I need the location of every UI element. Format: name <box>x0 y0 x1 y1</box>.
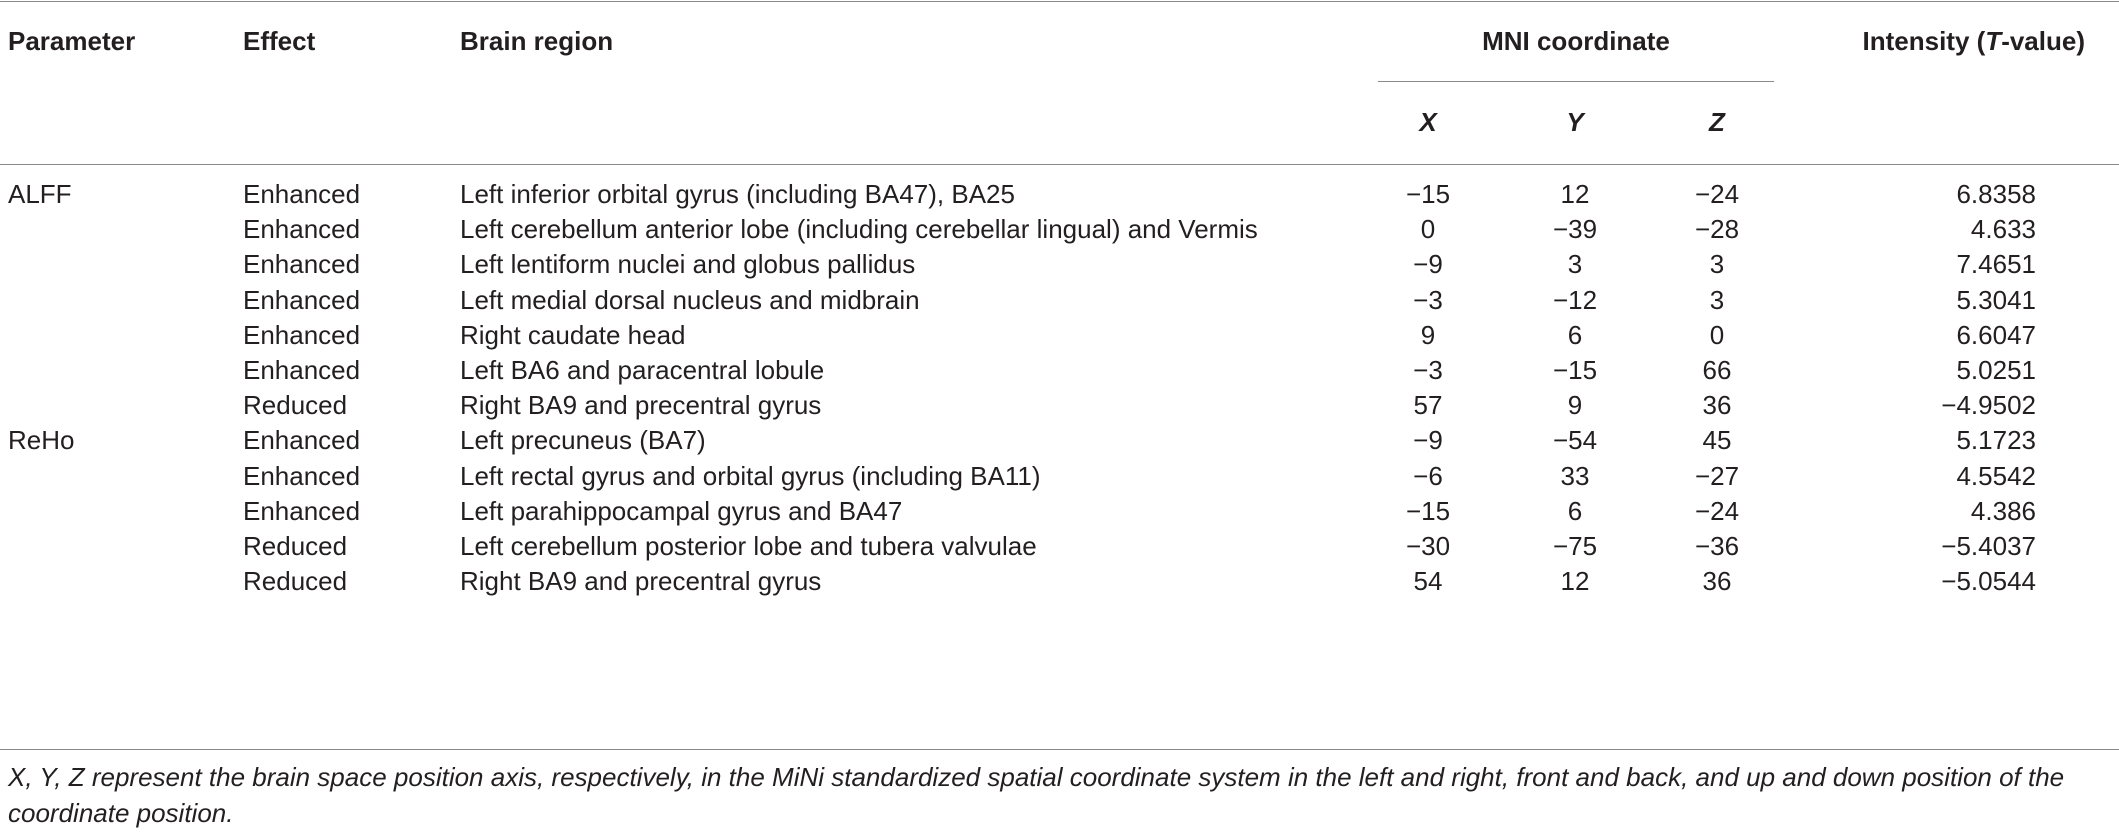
cell-effect: Reduced <box>243 566 348 597</box>
cell-z: −36 <box>1694 531 1740 561</box>
cell-z: 3 <box>1709 249 1725 280</box>
cell-x: −3 <box>1413 355 1443 385</box>
cell-region: Right caudate head <box>460 319 686 350</box>
header-rule <box>0 164 2119 165</box>
cell-region: Left parahippocampal gyrus and BA47 <box>460 495 903 526</box>
cell-t: 4.633 <box>1970 214 2036 245</box>
cell-t: −4.9502 <box>1941 390 2036 421</box>
cell-effect: Enhanced <box>243 214 361 245</box>
cell-t: 7.4651 <box>1956 249 2036 280</box>
cell-y: 3 <box>1567 249 1583 280</box>
top-rule <box>0 1 2119 2</box>
cell-z: 3 <box>1709 284 1725 315</box>
cell-t: 6.6047 <box>1956 319 2036 350</box>
header-brain-region: Brain region <box>460 26 614 56</box>
cell-y: 12 <box>1560 179 1590 209</box>
header-intensity-suffix: -value) <box>2001 26 2085 56</box>
cell-region: Right BA9 and precentral gyrus <box>460 390 822 421</box>
cell-t: 4.386 <box>1970 495 2036 526</box>
cell-effect: Enhanced <box>243 284 361 315</box>
cell-y: −75 <box>1552 531 1598 561</box>
header-x: X <box>1419 107 1437 137</box>
header-intensity <box>1780 26 2085 56</box>
cell-region: Left lentiform nuclei and globus pallidus <box>460 249 916 280</box>
cell-region: Right BA9 and precentral gyrus <box>460 566 822 597</box>
cell-region: Left BA6 and paracentral lobule <box>460 355 825 385</box>
cell-y: −12 <box>1552 284 1598 315</box>
cell-t: 5.1723 <box>1956 425 2036 456</box>
cell-x: −3 <box>1413 284 1443 315</box>
cell-x: 54 <box>1413 566 1443 597</box>
header-y: Y <box>1566 107 1584 137</box>
cell-effect: Enhanced <box>243 355 361 385</box>
cell-y: 33 <box>1560 460 1590 491</box>
header-z: Z <box>1709 107 1725 137</box>
cell-y: −54 <box>1552 425 1598 456</box>
cell-y: 6 <box>1567 319 1583 350</box>
cell-y: 12 <box>1560 566 1590 597</box>
cell-effect: Enhanced <box>243 495 361 526</box>
cell-effect: Enhanced <box>243 460 361 491</box>
cell-t: −5.4037 <box>1941 531 2036 561</box>
cell-z: 0 <box>1709 319 1725 350</box>
cell-x: −30 <box>1405 531 1451 561</box>
cell-z: −24 <box>1694 495 1740 526</box>
header-effect: Effect <box>243 26 316 56</box>
cell-x: 0 <box>1420 214 1436 245</box>
cell-region: Left rectal gyrus and orbital gyrus (including BA11) <box>460 460 1041 491</box>
cell-region: Left cerebellum anterior lobe (including cerebellar lingual) and Vermis <box>460 214 1258 245</box>
table-footnote: X, Y, Z represent the brain space position axis, respectively, in the MiNi standardized spatial coordinate system in the left and right, front and back, and up and down position of the coordinate position. <box>8 762 2065 828</box>
cell-region: Left cerebellum posterior lobe and tubera valvulae <box>460 531 1037 561</box>
cell-effect: Reduced <box>243 390 348 421</box>
cell-z: 66 <box>1702 355 1732 385</box>
cell-z: −27 <box>1694 460 1740 491</box>
cell-t: 4.5542 <box>1956 460 2036 491</box>
cell-x: −9 <box>1413 425 1443 456</box>
header-intensity-t: T <box>1985 26 2002 56</box>
cell-effect: Enhanced <box>243 319 361 350</box>
cell-z: 36 <box>1702 390 1732 421</box>
cell-parameter: ALFF <box>8 179 72 209</box>
mni-subheader-rule <box>1378 81 1774 82</box>
bottom-rule <box>0 749 2119 750</box>
cell-t: 5.0251 <box>1956 355 2036 385</box>
cell-region: Left precuneus (BA7) <box>460 425 706 456</box>
cell-t: 5.3041 <box>1956 284 2036 315</box>
cell-x: −15 <box>1405 495 1451 526</box>
cell-z: −24 <box>1694 179 1740 209</box>
cell-y: −39 <box>1552 214 1598 245</box>
header-parameter: Parameter <box>8 26 136 56</box>
cell-x: −9 <box>1413 249 1443 280</box>
cell-parameter: ReHo <box>8 425 75 456</box>
cell-region: Left inferior orbital gyrus (including BA47), BA25 <box>460 179 1015 209</box>
cell-x: 9 <box>1420 319 1436 350</box>
header-intensity-prefix: Intensity ( <box>1862 26 1986 56</box>
cell-z: −28 <box>1694 214 1740 245</box>
header-mni-coordinate: MNI coordinate <box>1482 26 1670 56</box>
cell-effect: Enhanced <box>243 249 361 280</box>
cell-x: 57 <box>1413 390 1443 421</box>
cell-y: 9 <box>1567 390 1583 421</box>
cell-y: −15 <box>1552 355 1598 385</box>
cell-t: 6.8358 <box>1956 179 2036 209</box>
cell-x: −6 <box>1413 460 1443 491</box>
cell-effect: Reduced <box>243 531 348 561</box>
cell-region: Left medial dorsal nucleus and midbrain <box>460 284 920 315</box>
cell-t: −5.0544 <box>1941 566 2036 597</box>
cell-z: 45 <box>1702 425 1732 456</box>
cell-x: −15 <box>1405 179 1451 209</box>
cell-effect: Enhanced <box>243 179 361 209</box>
cell-y: 6 <box>1567 495 1583 526</box>
cell-z: 36 <box>1702 566 1732 597</box>
cell-effect: Enhanced <box>243 425 361 456</box>
